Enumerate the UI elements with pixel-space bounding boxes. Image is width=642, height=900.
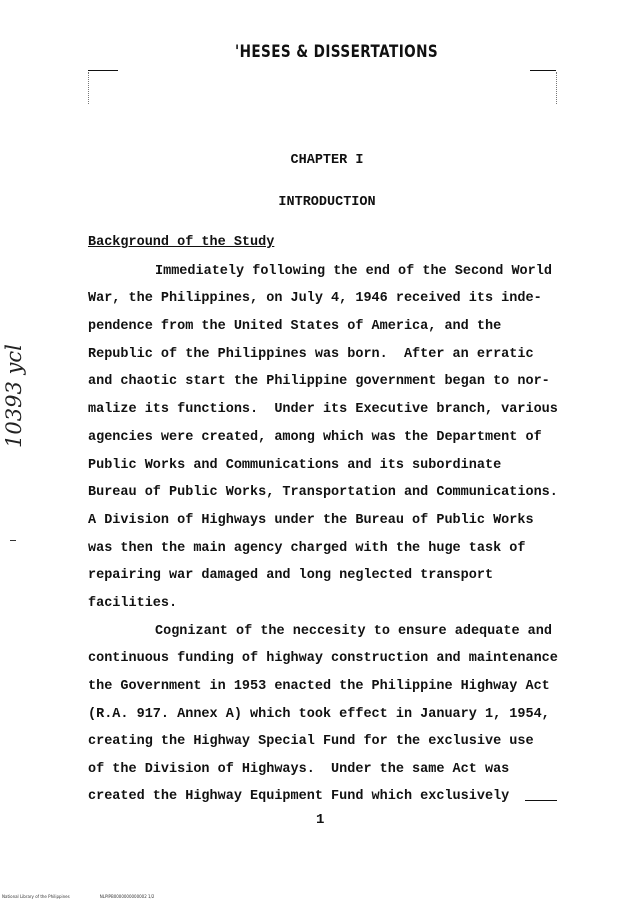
bottom-right-rule [525,800,557,801]
text-line: Cognizant of the neccesity to ensure adequate and [155,624,552,639]
text-line: malize its functions. Under its Executive branch, various [88,402,558,417]
text-line: pendence from the United States of America, and the [88,319,502,334]
footer-library: National Library of the Philippines [2,894,70,899]
chapter-number: CHAPTER I [290,153,364,168]
section-heading: Background of the Study [88,235,275,250]
handwritten-accession-number: 10393 ycl [2,344,26,448]
text-line: continuous funding of highway construction and maintenance [88,651,558,666]
margin-mark [10,540,16,541]
text-line: the Government in 1953 enacted the Philippine Highway Act [88,679,550,694]
footer-code: NLPIPB0000000000002 1/2 [99,894,155,899]
text-line: and chaotic start the Philippine government began to nor- [88,374,550,389]
top-left-rule [88,70,118,71]
text-line: agencies were created, among which was the Department of [88,430,542,445]
text-line: A Division of Highways under the Bureau of Public Works [88,513,534,528]
theses-dissertations-stamp: 'HESES & DISSERTATIONS [235,42,439,62]
chapter-title: INTRODUCTION [278,195,376,210]
page-number: 1 [316,812,325,828]
text-line: Immediately following the end of the Second World [155,264,552,279]
text-line: facilities. [88,596,178,611]
text-line: Bureau of Public Works, Transportation and Communications. [88,485,558,500]
text-line: War, the Philippines, on July 4, 1946 received its inde- [88,291,542,306]
text-line: (R.A. 917. Annex A) which took effect in January 1, 1954, [88,707,550,722]
top-left-vertical-rule [88,72,89,104]
top-right-rule [530,70,556,71]
text-line: of the Division of Highways. Under the same Act was [88,762,510,777]
footer [2,894,154,899]
text-line: creating the Highway Special Fund for the exclusive use [88,734,534,749]
top-right-vertical-rule [556,72,557,104]
text-line: Republic of the Philippines was born. After an erratic [88,347,534,362]
text-line: created the Highway Equipment Fund which exclusively [88,789,510,804]
text-line: Public Works and Communications and its subordinate [88,458,502,473]
text-line: was then the main agency charged with the huge task of [88,541,526,556]
text-line: repairing war damaged and long neglected transport [88,568,494,583]
